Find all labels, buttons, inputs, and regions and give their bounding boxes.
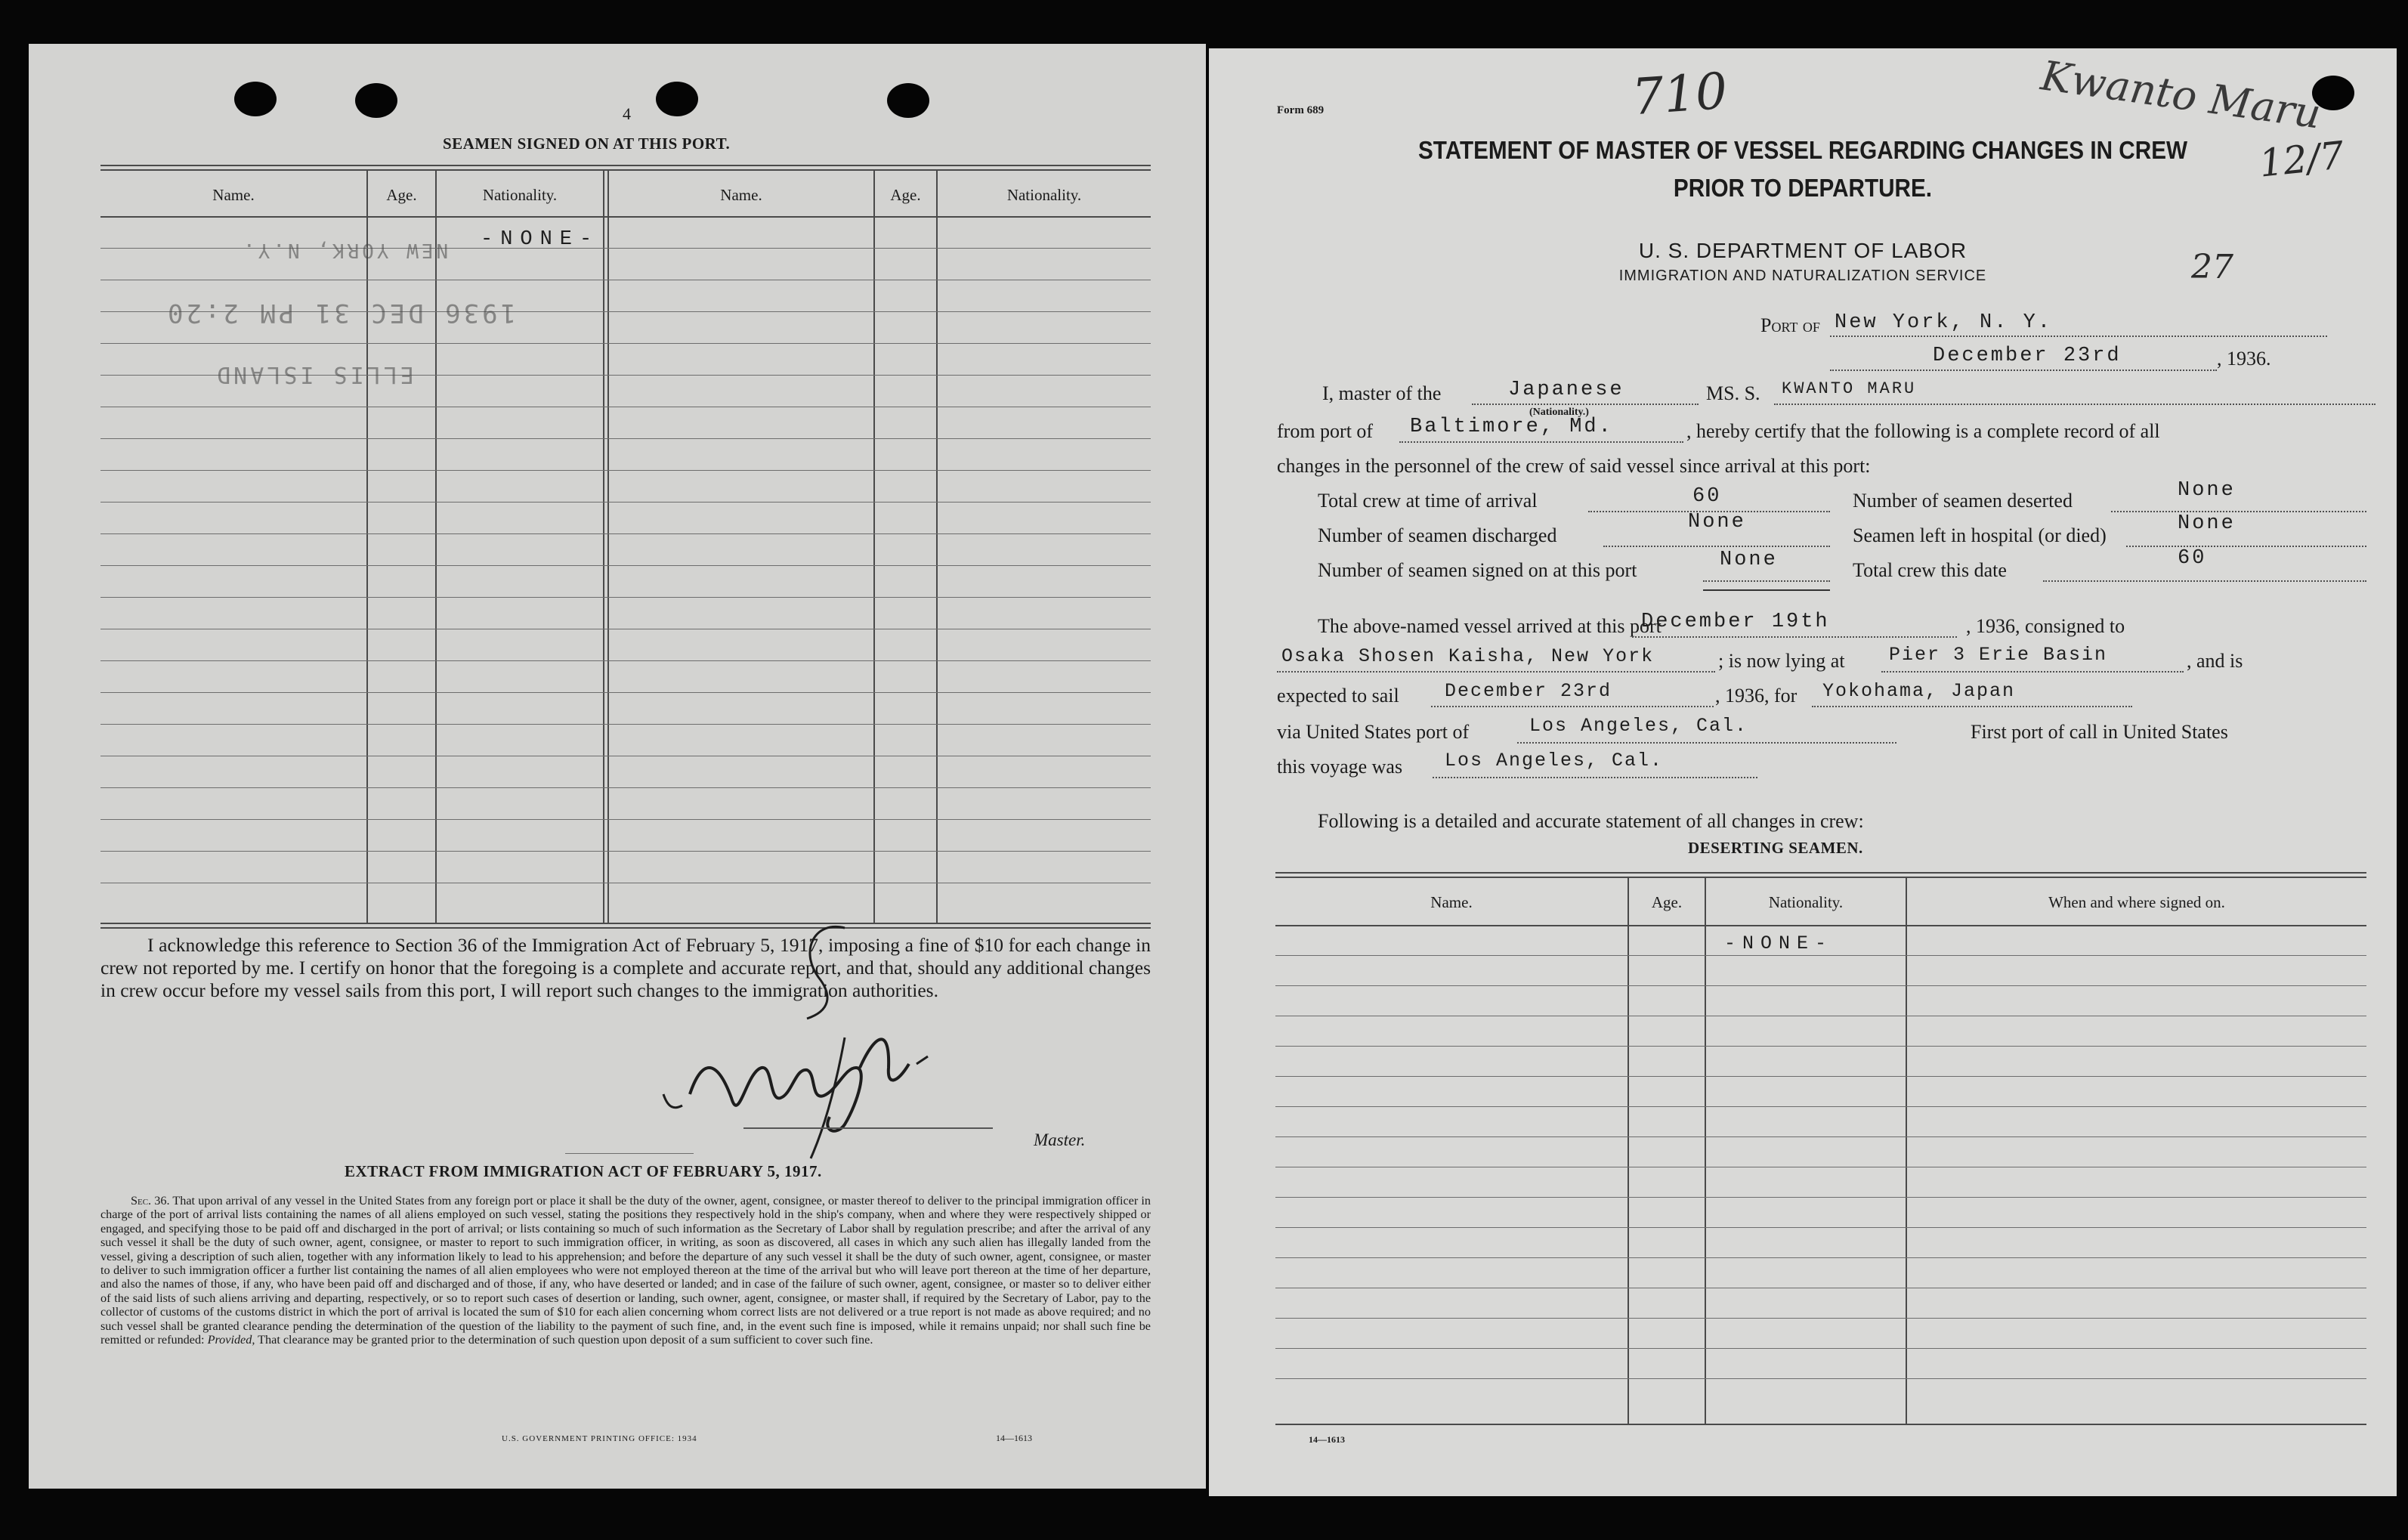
consignee-value: Osaka Shosen Kaisha, New York — [1281, 645, 1655, 667]
from-port-value: Baltimore, Md. — [1410, 416, 1613, 438]
nationality-caption: (Nationality.) — [1529, 407, 1589, 418]
column-header-nationality: Nationality. — [482, 186, 558, 204]
punch-hole — [887, 83, 929, 118]
port-label: Port of — [1760, 314, 1820, 336]
column-header-nationality: Nationality. — [1006, 186, 1082, 204]
signed-on-label: Number of seamen signed on at this port — [1318, 559, 1637, 581]
discharged-value: None — [1688, 511, 1746, 533]
voyage-value: Los Angeles, Cal. — [1445, 750, 1664, 772]
page-number: 4 — [623, 104, 631, 123]
voyage-label: this voyage was — [1277, 756, 1403, 778]
arrived-label: The above-named vessel arrived at this port — [1318, 615, 1661, 637]
year-label: , 1936. — [2217, 348, 2271, 370]
service-name: IMMIGRATION AND NATURALIZATION SERVICE — [1618, 267, 1987, 284]
left-page — [29, 44, 1206, 1489]
from-port-label: from port of — [1277, 420, 1374, 442]
deserting-heading: DESERTING SEAMEN. — [1688, 839, 1863, 857]
total-crew-arrival-value: 60 — [1692, 485, 1722, 508]
total-crew-date-value: 60 — [2178, 547, 2207, 570]
nationality-value: Japanese — [1508, 379, 1624, 401]
section-label: Sec. 36. — [131, 1194, 170, 1208]
deserted-label: Number of seamen deserted — [1853, 490, 2073, 512]
none-entry: -NONE- — [481, 228, 600, 251]
column-header-age: Age. — [1651, 893, 1683, 911]
section-36-text — [100, 1194, 1151, 1347]
vessel-name: KWANTO MARU — [1782, 379, 1917, 398]
hospital-value: None — [2178, 512, 2236, 535]
expected-year: , 1936, for — [1715, 685, 1797, 707]
master-of-label: I, master of the — [1322, 382, 1442, 404]
section-body: That upon arrival of any vessel in the United States from any foreign port or place it shall be the duty of the owner, agent, consignee, or master thereof to deliver to the principal immigration officer in charge of the port of arrival lists containing the names of all aliens employed on such vessel, stating the positions they respectively hold in the ship's company, when and where they were respectively shipped or engaged, and specifying those to be paid off and discharged in the port of arrival; or lists containing so much of such information as the Secretary of Labor shall by regulation prescribe; and after the arrival of any such vessel it shall be the duty of such owner, agent, consignee, or master to report to such immigration officer, in writing, as soon as discovered, all cases in which any such alien has illegally landed from the vessel, giving a description of such alien, together with any information likely to lead to his apprehension; and before the departure of any such vessel it shall be the duty of such owner, agent, consignee, or master to deliver to such immigration officer a further list containing the names of all alien employees who were not employed thereon at the time of the arrival but who will leave port thereon at the time of her departure, and also the names of those, if any, who have been paid off and discharged and of those, if any, who have deserted or landed; and in case of the failure of such owner, agent, consignee, or master so to deliver either of the said lists of such aliens arriving and departing, respectively, or so to report such cases of desertion or landing, such owner, agent, consignee, or master shall, if required by the Secretary of Labor, pay to the collector of customs of the customs district in which the port of arrival is located the sum of $10 for each alien concerning whom correct lists are not delivered or a true report is not made as above required; and no such vessel shall be granted clearance pending the determination of the question of the liability to the payment of such fine, and, in the event such fine is imposed, while it remains unpaid; nor shall such fine be remitted or refunded: — [100, 1194, 1151, 1347]
acknowledgment-text: I acknowledge this reference to Section 36 of the Immigration Act of February 5, 1917, imposing a fine of $10 for each change in crew not reported by me. I certify on honor that the foregoing is a complete and accurate report, and that, should any additional changes in crew occur before my vessel sails from this port, I will report such changes to the immigration authorities. — [100, 934, 1151, 1001]
column-header-name: Name. — [212, 186, 255, 204]
first-port-label: First port of call in United States — [1971, 721, 2228, 743]
deserted-value: None — [2178, 479, 2236, 502]
proviso-text: That clearance may be granted prior to the determination of such question upon deposit of a sum sufficient to cover such fine. — [258, 1333, 873, 1347]
column-header-name: Name. — [1430, 893, 1473, 911]
printer-line: U.S. GOVERNMENT PRINTING OFFICE: 1934 — [502, 1434, 697, 1443]
signed-on-value: None — [1720, 549, 1778, 571]
column-header-nationality: Nationality. — [1768, 893, 1844, 911]
via-value: Los Angeles, Cal. — [1529, 715, 1748, 737]
handwritten-date-note: 12/7 — [2257, 133, 2347, 186]
vessel-type-label: MS. S. — [1706, 382, 1760, 404]
punch-hole — [355, 83, 397, 118]
column-header-age: Age. — [386, 186, 417, 204]
date-value: December 23rd — [1933, 345, 2122, 367]
handwritten-sequence: 27 — [2191, 248, 2233, 286]
port-value: New York, N. Y. — [1835, 311, 2053, 334]
changes-text: changes in the personnel of the crew of said vessel since arrival at this port: — [1277, 455, 1871, 477]
form-code: 14—1613 — [1309, 1434, 1345, 1445]
handwritten-vessel-note: Kwanto Maru — [2038, 51, 2324, 138]
discharged-label: Number of seamen discharged — [1318, 524, 1557, 546]
hospital-label: Seamen left in hospital (or died) — [1853, 524, 2107, 546]
form-title-line2: PRIOR TO DEPARTURE. — [1673, 174, 1933, 202]
punch-hole — [656, 82, 698, 116]
total-crew-date-label: Total crew this date — [1853, 559, 2007, 581]
received-stamp-office: ELLIS ISLAND — [214, 361, 414, 388]
handwritten-file-number: 710 — [1630, 61, 1729, 127]
following-text: Following is a detailed and accurate statement of all changes in crew: — [1318, 810, 1864, 832]
and-is-text: , and is — [2187, 650, 2243, 672]
column-header-signed-on: When and where signed on. — [2048, 893, 2225, 911]
right-page — [1209, 48, 2397, 1496]
extract-heading: EXTRACT FROM IMMIGRATION ACT OF FEBRUARY 5, 1917. — [345, 1162, 822, 1180]
section-heading: SEAMEN SIGNED ON AT THIS PORT. — [443, 135, 731, 153]
none-entry: -NONE- — [1724, 932, 1834, 954]
received-stamp-date: 1936 DEC 31 PM 2:20 — [165, 298, 516, 328]
via-label: via United States port of — [1277, 721, 1470, 743]
column-header-name: Name. — [720, 186, 762, 204]
destination-value: Yokohama, Japan — [1822, 680, 2016, 702]
proviso-label: Provided, — [207, 1333, 255, 1347]
punch-hole — [234, 82, 277, 116]
lying-label: ; is now lying at — [1718, 650, 1845, 672]
arrived-value: December 19th — [1641, 611, 1830, 633]
department-name: U. S. DEPARTMENT OF LABOR — [1638, 239, 1968, 262]
form-title-line1: STATEMENT OF MASTER OF VESSEL REGARDING CHANGES IN CREW — [1417, 136, 2188, 164]
master-signature — [618, 905, 1011, 1162]
expected-value: December 23rd — [1445, 680, 1612, 702]
column-header-age: Age. — [890, 186, 921, 204]
master-label: Master. — [1034, 1130, 1086, 1149]
expected-label: expected to sail — [1277, 685, 1399, 707]
total-crew-arrival-label: Total crew at time of arrival — [1318, 490, 1538, 512]
lying-value: Pier 3 Erie Basin — [1889, 644, 2108, 666]
form-code: 14—1613 — [996, 1433, 1032, 1443]
certify-text: , hereby certify that the following is a complete record of all — [1686, 420, 2160, 442]
form-number: Form 689 — [1277, 104, 1325, 116]
received-stamp-city: NEW YORK, N.Y. — [240, 239, 449, 261]
arrived-year: , 1936, consigned to — [1966, 615, 2125, 637]
